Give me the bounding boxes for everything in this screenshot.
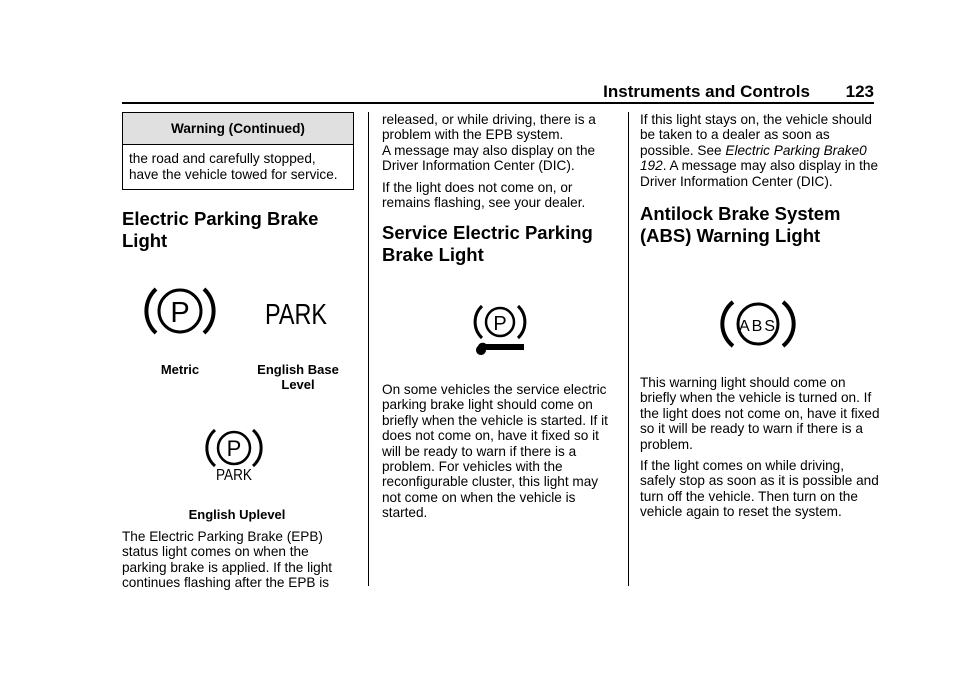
caption-english-base: English Base Level bbox=[257, 362, 339, 392]
column-1-lower bbox=[122, 529, 354, 597]
svg-text:ABS: ABS bbox=[738, 318, 778, 335]
column-divider-2 bbox=[628, 112, 629, 586]
section-title: Instruments and Controls bbox=[603, 82, 810, 101]
warning-box bbox=[122, 112, 354, 190]
caption-english-uplevel: English Uplevel bbox=[188, 507, 286, 522]
page-header bbox=[122, 82, 874, 104]
page-ref[interactable]: 0 192 bbox=[640, 142, 867, 174]
epb-metric-icon bbox=[146, 284, 214, 338]
column-3-lower bbox=[640, 375, 880, 526]
para-text-a: If this light stays on, the vehicle should be taken to a dealer as soon as possible. See bbox=[640, 112, 872, 158]
abs-paragraph-2: If the light comes on while driving, safely stop as soon as it is possible and turn off the vehicle. Then turn on the vehicle again to reset the system. bbox=[640, 458, 879, 520]
page-number: 123 bbox=[845, 82, 874, 101]
epb-paragraph-2: released, or while driving, there is a problem with the EPB system. bbox=[382, 112, 596, 143]
warning-body: the road and carefully stopped, have the vehicle towed for service. bbox=[129, 151, 338, 182]
column-divider-1 bbox=[368, 112, 369, 586]
svg-text:PARK: PARK bbox=[265, 299, 328, 331]
epb-stays-on-paragraph bbox=[640, 112, 880, 189]
column-1 bbox=[122, 112, 354, 252]
svg-text:PARK: PARK bbox=[216, 467, 253, 484]
abs-icon bbox=[724, 298, 792, 350]
service-epb-paragraph: On some vehicles the service electric parking brake light should come on briefly when the vehicle is started. If it does not come on, have it fixed so it will be ready to warn if there is a problem. For vehicles with the reconfigurable cluster, this light may not come on when the vehicle is started. bbox=[382, 382, 608, 521]
epb-paragraph-1: The Electric Parking Brake (EPB) status light comes on when the parking brake is applied. If the light continues flashing after the EPB is bbox=[122, 529, 333, 591]
svg-text:P: P bbox=[493, 313, 507, 335]
column-3 bbox=[640, 112, 880, 247]
para-text-b: . A message may also display in the Driver Information Center (DIC). bbox=[640, 158, 879, 189]
warning-title: Warning (Continued) bbox=[123, 113, 353, 145]
heading-service-epb-light: Service Electric Parking Brake Light bbox=[382, 222, 593, 266]
service-epb-icon bbox=[474, 302, 526, 354]
column-2-lower bbox=[382, 382, 617, 527]
epb-paragraph-2b: A message may also display on the Driver Information Center (DIC). bbox=[382, 142, 596, 174]
heading-abs-warning-light: Antilock Brake System (ABS) Warning Light bbox=[640, 203, 841, 247]
epb-uplevel-icon bbox=[206, 426, 262, 482]
link-electric-parking-brake[interactable]: Electric Parking Brake bbox=[725, 142, 860, 158]
epb-paragraph-3: If the light does not come on, or remains flashing, see your dealer. bbox=[382, 179, 586, 211]
column-2 bbox=[382, 112, 617, 266]
epb-park-icon bbox=[262, 296, 330, 331]
svg-text:P: P bbox=[170, 297, 190, 329]
caption-metric: Metric bbox=[160, 362, 200, 377]
heading-epb-light: Electric Parking Brake Light bbox=[122, 208, 319, 252]
svg-text:P: P bbox=[226, 436, 242, 461]
abs-paragraph-1: This warning light should come on briefly when the vehicle is turned on. If the light does not come on, have it fixed so it will be ready to warn if there is a problem. bbox=[640, 375, 880, 452]
